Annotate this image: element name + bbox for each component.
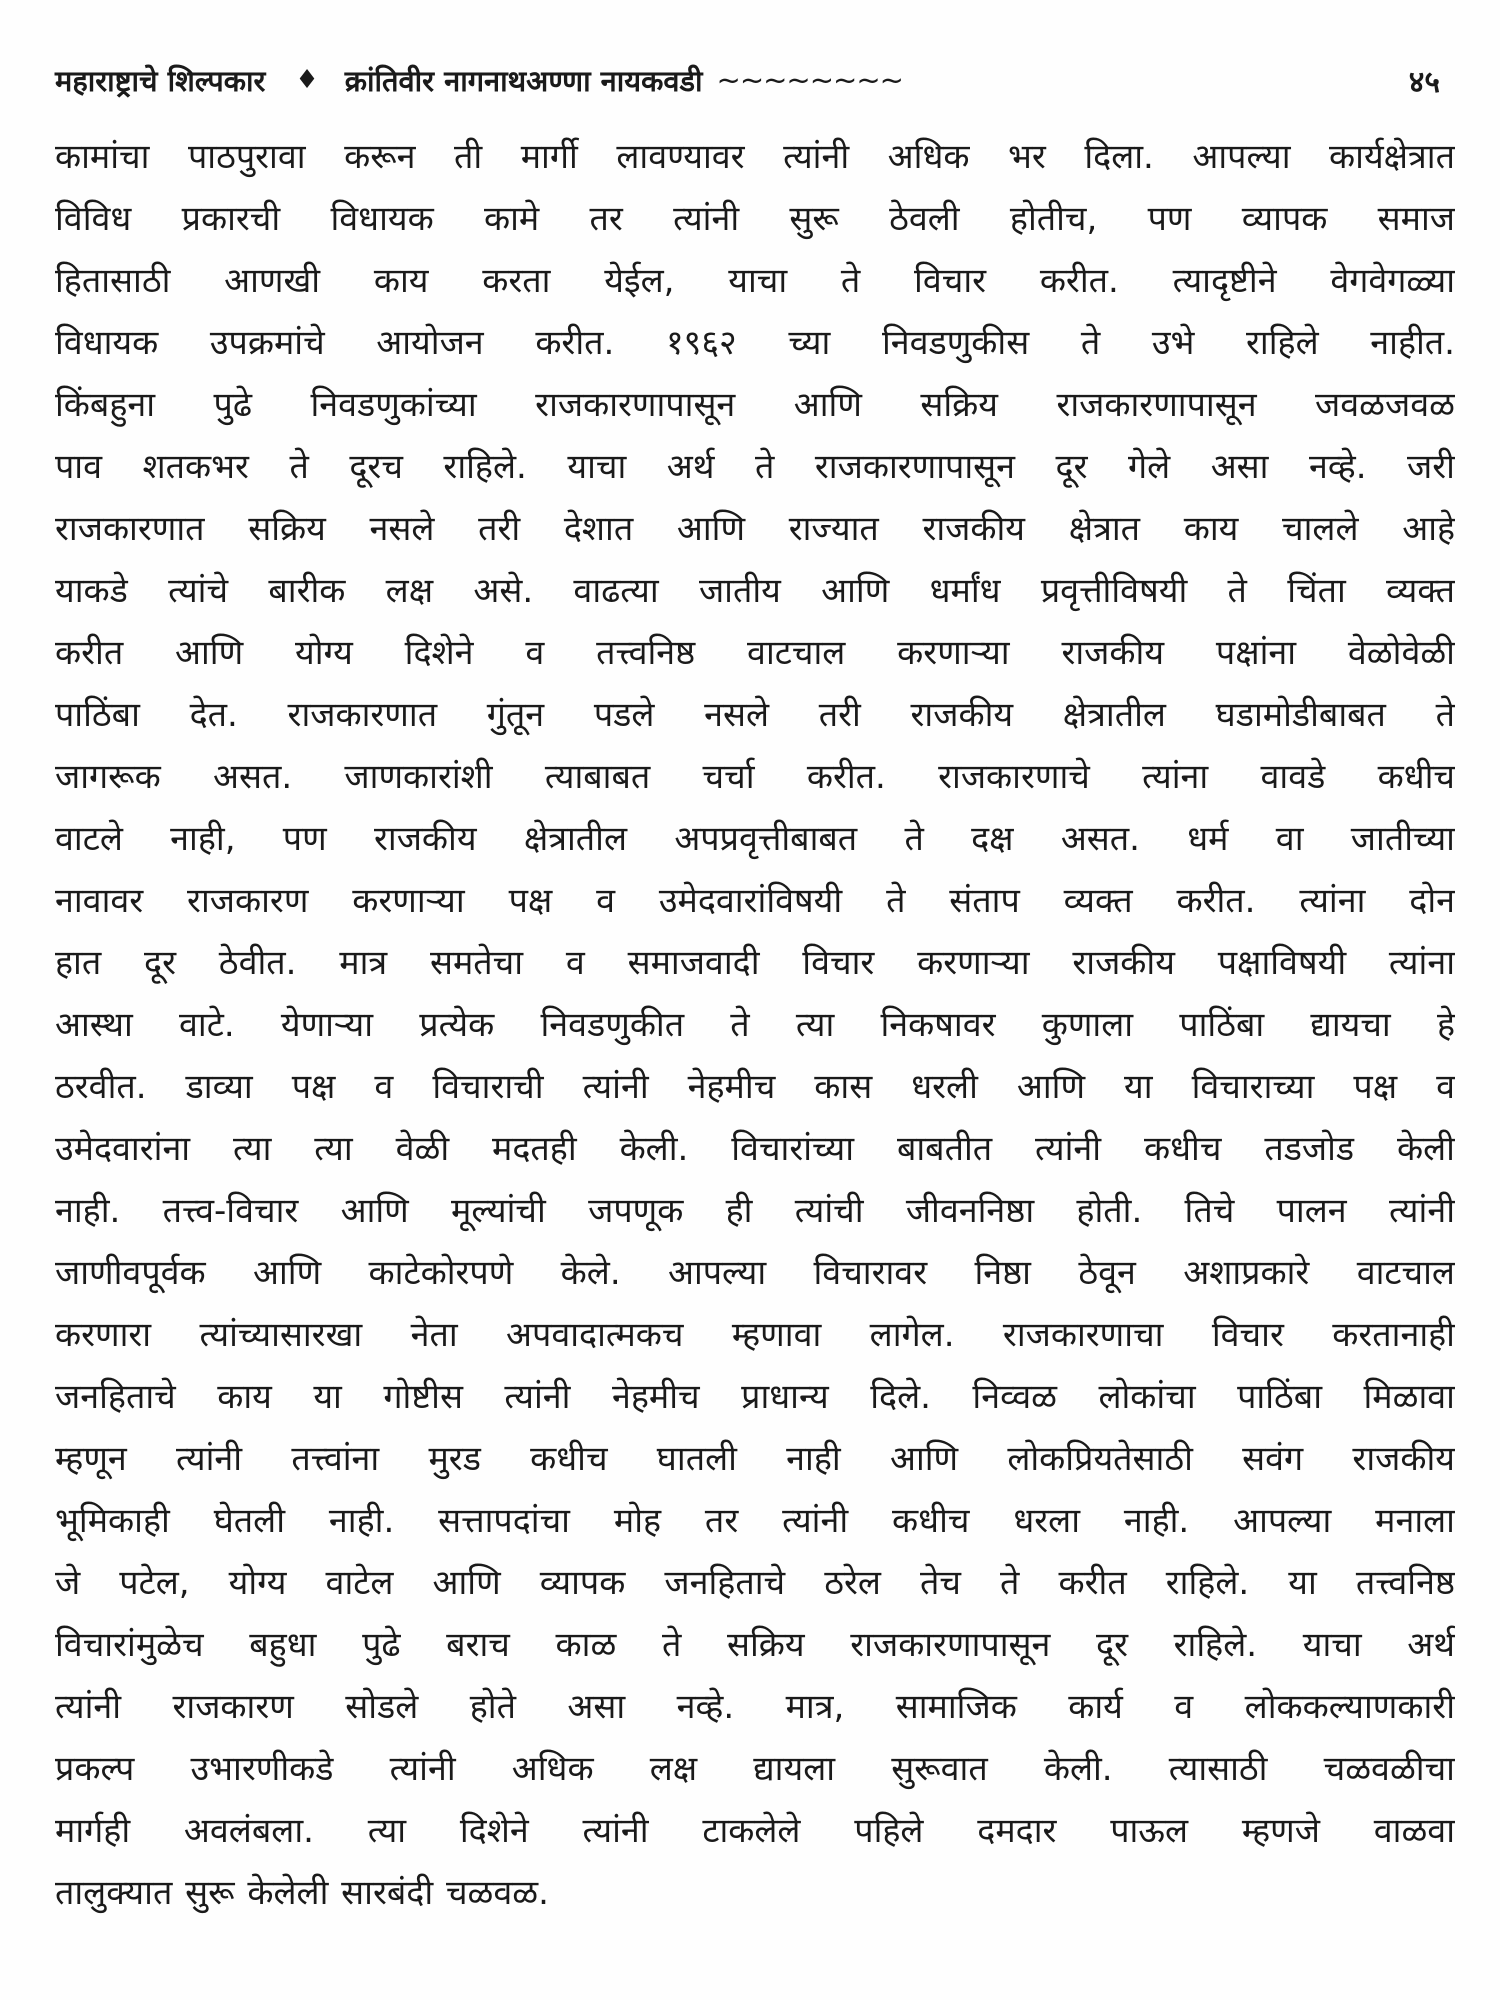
text-line: नाही. तत्त्व-विचार आणि मूल्यांची जपणूक ही त्यांची जीवननिष्ठा होती. तिचे पालन त्यांनी [55,1191,1455,1231]
text-line: प्रकल्प उभारणीकडे त्यांनी अधिक लक्ष द्यायला सुरूवात केली. त्यासाठी चळवळीचा [55,1749,1455,1789]
text-line: विधायक उपक्रमांचे आयोजन करीत. १९६२ च्या निवडणुकीस ते उभे राहिले नाहीत. [55,323,1455,363]
header-trail: ~~~~~~~~ [716,63,903,97]
book-title: महाराष्ट्राचे शिल्पकार [55,63,266,98]
text-line: पाव शतकभर ते दूरच राहिले. याचा अर्थ ते राजकारणापासून दूर गेले असा नव्हे. जरी [55,447,1455,487]
page-number: ४५ [1408,64,1440,100]
text-line: करीत आणि योग्य दिशेने व तत्त्वनिष्ठ वाटचाल करणाऱ्या राजकीय पक्षांना वेळोवेळी [55,633,1455,673]
text-line: विचारांमुळेच बहुधा पुढे बराच काळ ते सक्रिय राजकारणापासून दूर राहिले. याचा अर्थ [55,1625,1455,1665]
text-line: जाणीवपूर्वक आणि काटेकोरपणे केले. आपल्या विचारावर निष्ठा ठेवून अशाप्रकारे वाटचाल [55,1253,1455,1293]
text-line-last: तालुक्यात सुरू केलेली सारबंदी चळवळ. [55,1873,549,1913]
text-line: त्यांनी राजकारण सोडले होते असा नव्हे. मात्र, सामाजिक कार्य व लोककल्याणकारी [55,1687,1455,1727]
text-line: राजकारणात सक्रिय नसले तरी देशात आणि राज्यात राजकीय क्षेत्रात काय चालले आहे [55,509,1455,549]
text-line: हितासाठी आणखी काय करता येईल, याचा ते विचार करीत. त्यादृष्टीने वेगवेगळ्या [55,261,1455,301]
text-line: जनहिताचे काय या गोष्टीस त्यांनी नेहमीच प्राधान्य दिले. निव्वळ लोकांचा पाठिंबा मिळावा [55,1377,1455,1417]
text-line: किंबहुना पुढे निवडणुकांच्या राजकारणापासून आणि सक्रिय राजकारणापासून जवळजवळ [55,385,1455,425]
text-line: जे पटेल, योग्य वाटेल आणि व्यापक जनहिताचे ठरेल तेच ते करीत राहिले. या तत्त्वनिष्ठ [55,1563,1455,1603]
text-line: ठरवीत. डाव्या पक्ष व विचाराची त्यांनी नेहमीच कास धरली आणि या विचाराच्या पक्ष व [55,1067,1455,1107]
text-line: याकडे त्यांचे बारीक लक्ष असे. वाढत्या जातीय आणि धर्मांध प्रवृत्तीविषयी ते चिंता व्यक्त [55,571,1455,611]
text-line: जागरूक असत. जाणकारांशी त्याबाबत चर्चा करीत. राजकारणाचे त्यांना वावडे कधीच [55,757,1455,797]
text-line: कामांचा पाठपुरावा करून ती मार्गी लावण्यावर त्यांनी अधिक भर दिला. आपल्या कार्यक्षेत्रात [55,137,1455,177]
text-line: भूमिकाही घेतली नाही. सत्तापदांचा मोह तर त्यांनी कधीच धरला नाही. आपल्या मनाला [55,1501,1455,1541]
running-header [55,50,1450,110]
text-line: पाठिंबा देत. राजकारणात गुंतून पडले नसले तरी राजकीय क्षेत्रातील घडामोडीबाबत ते [55,695,1455,735]
text-line: विविध प्रकारची विधायक कामे तर त्यांनी सुरू ठेवली होतीच, पण व्यापक समाज [55,199,1455,239]
body-text [55,126,1455,1976]
text-line: उमेदवारांना त्या त्या वेळी मदतही केली. विचारांच्या बाबतीत त्यांनी कधीच तडजोड केली [55,1129,1455,1169]
text-line: वाटले नाही, पण राजकीय क्षेत्रातील अपप्रवृत्तीबाबत ते दक्ष असत. धर्म वा जातीच्या [55,819,1455,859]
chapter-title: क्रांतिवीर नागनाथअण्णा नायकवडी [344,63,703,98]
text-line: नावावर राजकारण करणाऱ्या पक्ष व उमेदवारांविषयी ते संताप व्यक्त करीत. त्यांना दोन [55,881,1455,921]
text-line: हात दूर ठेवीत. मात्र समतेचा व समाजवादी विचार करणाऱ्या राजकीय पक्षाविषयी त्यांना [55,943,1455,983]
text-line: करणारा त्यांच्यासारखा नेता अपवादात्मकच म्हणावा लागेल. राजकारणाचा विचार करतानाही [55,1315,1455,1355]
text-line: मार्गही अवलंबला. त्या दिशेने त्यांनी टाकलेले पहिले दमदार पाऊल म्हणजे वाळवा [55,1811,1455,1851]
text-line: म्हणून त्यांनी तत्त्वांना मुरड कधीच घातली नाही आणि लोकप्रियतेसाठी सवंग राजकीय [55,1439,1455,1479]
text-line: आस्था वाटे. येणाऱ्या प्रत्येक निवडणुकीत ते त्या निकषावर कुणाला पाठिंबा द्यायचा हे [55,1005,1455,1045]
diamond-separator-icon: ♦ [295,65,319,95]
